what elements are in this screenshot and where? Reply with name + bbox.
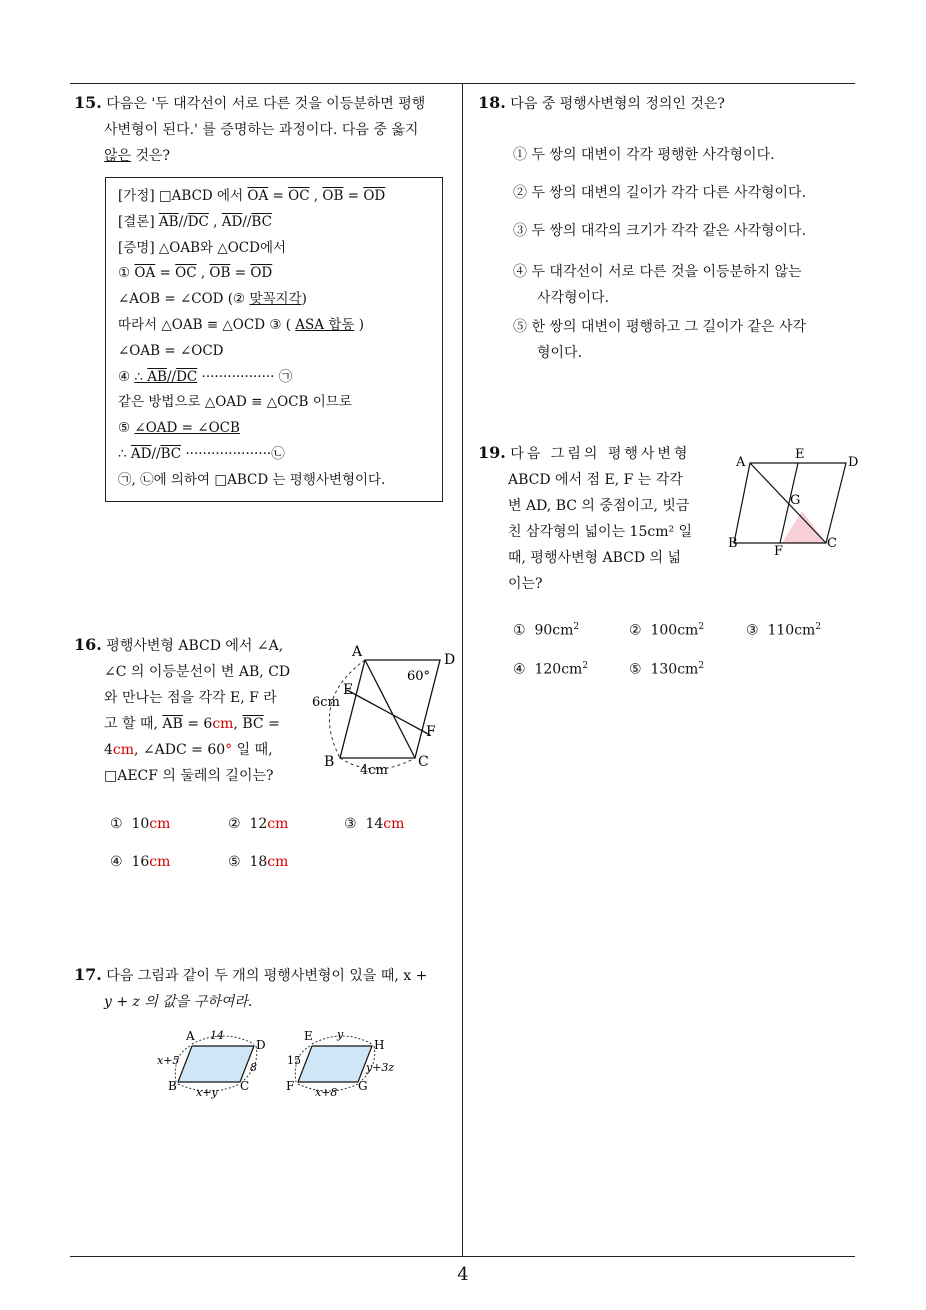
svg-text:A: A	[186, 1029, 195, 1043]
choice-4[interactable]: ④ $120cm^2$	[513, 661, 589, 678]
svg-text:E: E	[795, 447, 805, 462]
emphasis-text: 않은	[104, 148, 132, 164]
question-17: 17. 다음 그림과 같이 두 개의 평행사변형이 있을 때, x + y + z 의 값을 구하여라.	[74, 965, 428, 1010]
question-15: 15. 다음은 '두 대각선이 서로 다른 것을 이등분하면 평행 사변형이 된다.' 를 증명하는 과정이다. 다음 중 옳지 않은 것은?	[74, 90, 459, 169]
svg-text:F: F	[774, 544, 784, 558]
vertex-label: C	[418, 754, 429, 770]
choice-2[interactable]: ② $100cm^2$	[629, 622, 705, 639]
svg-text:B: B	[728, 536, 738, 551]
question-number: 15.	[74, 93, 102, 112]
svg-text:C: C	[240, 1079, 250, 1093]
choice-2[interactable]: ② 12cm	[228, 816, 289, 832]
svg-text:G: G	[358, 1079, 368, 1093]
question-text: 사변형이 된다.' 를 증명하는 과정이다. 다음 중 옳지	[104, 122, 419, 138]
question-number: 18.	[478, 93, 506, 112]
proof-line: ∴ $\overline{AD}//\overline{BC}$ ····················㉡	[118, 445, 285, 462]
parallelogram-figure-q16	[310, 640, 460, 780]
proof-line: [가정] □ABCD 에서 $\overline{OA} = \overline{OC}$ , $\overline{OB} = \overline{OD}$	[118, 188, 386, 204]
choice-5[interactable]: ⑤ $130cm^2$	[629, 661, 705, 678]
choice-4[interactable]: ④ 두 대각선이 서로 다른 것을 이등분하지 않는 사각형이다.	[513, 264, 802, 306]
column-divider	[462, 83, 463, 1257]
svg-text:D: D	[256, 1038, 266, 1052]
choice-1[interactable]: ① 10cm	[110, 816, 171, 832]
svg-text:C: C	[827, 536, 837, 551]
proof-line: [결론] $\overline{AB}//\overline{DC}$ , $\overline{AD}//\overline{BC}$	[118, 213, 272, 230]
svg-text:E: E	[304, 1029, 313, 1043]
vertex-label: B	[324, 754, 335, 770]
question-19: 19. 다음 그림의 평행사변형 ABCD 에서 점 E, F 는 각각 변 AD, BC 의 중점이고, 빗금 친 삼각형의 넓이는 15cm² 일 때, 평행사변형 ABCD 의 넓 이는?	[478, 443, 693, 592]
svg-text:D: D	[848, 455, 859, 470]
proof-line: ㉠, ㉡에 의하여 □ABCD 는 평행사변형이다.	[118, 471, 386, 488]
proof-line: 따라서 △OAB ≡ △OCD ③ ( ASA 합동 )	[118, 316, 364, 333]
angle-label: 60°	[407, 669, 431, 684]
svg-text:14: 14	[210, 1029, 224, 1042]
two-parallelograms-figure	[150, 1026, 410, 1100]
proof-box	[105, 177, 443, 502]
svg-text:y: y	[337, 1028, 344, 1041]
svg-text:x+y: x+y	[196, 1086, 218, 1099]
proof-line: 같은 방법으로 △OAD ≡ △OCB 이므로	[118, 394, 352, 411]
parallelogram-figure-q19	[728, 446, 868, 558]
proof-line: [증명] △OAB와 △OCD에서	[118, 239, 287, 256]
proof-line: ① $\overline{OA} = \overline{OC}$ , $\overline{OB} = \overline{OD}$	[118, 265, 273, 282]
svg-text:y+3z: y+3z	[366, 1061, 395, 1074]
proof-line: ∠OAB = ∠OCD	[118, 342, 224, 359]
question-18: 18. 다음 중 평행사변형의 정의인 것은?	[478, 93, 725, 112]
question-text: 다음은 '두 대각선이 서로 다른 것을 이등분하면 평행	[106, 96, 426, 112]
proof-line: ∠AOB = ∠COD (② 맞꼭지각)	[118, 291, 307, 308]
choice-2[interactable]: ② 두 쌍의 대변의 길이가 각각 다른 사각형이다.	[513, 185, 807, 201]
vertex-label: A	[352, 644, 363, 660]
svg-text:A: A	[736, 455, 746, 470]
choice-5[interactable]: ⑤ 한 쌍의 대변이 평행하고 그 길이가 같은 사각 형이다.	[513, 319, 807, 361]
choice-4[interactable]: ④ 16cm	[110, 854, 171, 870]
svg-text:H: H	[374, 1038, 385, 1052]
svg-text:15: 15	[287, 1054, 301, 1067]
choice-5[interactable]: ⑤ 18cm	[228, 854, 289, 870]
choice-1[interactable]: ① 두 쌍의 대변이 각각 평행한 사각형이다.	[513, 147, 775, 163]
side-label: 4cm	[360, 763, 388, 778]
question-16: 16. 평행사변형 ABCD 에서 ∠A, ∠C 의 이등분선이 변 AB, CD 와 만나는 점을 각각 E, F 라 고 할 때, $\overline{AB} = 6cm$, $\overline{BC}$ = 4cm, ∠ADC = 60° 일 때, □AECF 의 둘레의 길이는?	[74, 635, 291, 784]
choice-3[interactable]: ③ 14cm	[344, 816, 405, 832]
vertex-label: F	[426, 724, 436, 740]
choice-1[interactable]: ① $90cm^2$	[513, 622, 580, 639]
vertex-label: D	[444, 652, 456, 668]
vertex-label: E	[343, 682, 354, 698]
svg-text:G: G	[790, 493, 801, 508]
page-number: 4	[457, 1264, 469, 1285]
svg-text:8: 8	[250, 1061, 257, 1074]
choice-3[interactable]: ③ $110cm^2$	[746, 622, 822, 639]
choice-3[interactable]: ③ 두 쌍의 대각의 크기가 각각 같은 사각형이다.	[513, 223, 807, 239]
proof-line: ④ ∴ AB//DC ················· ㉠	[118, 368, 293, 385]
question-number: 17.	[74, 965, 102, 984]
bottom-rule	[70, 1256, 855, 1257]
proof-line: ⑤ ∠OAD = ∠OCB	[118, 420, 240, 437]
svg-text:x+8: x+8	[315, 1086, 338, 1099]
question-number: 19.	[478, 443, 506, 462]
side-label: 6cm	[312, 695, 340, 710]
svg-text:B: B	[168, 1079, 177, 1093]
question-number: 16.	[74, 635, 102, 654]
svg-text:F: F	[286, 1079, 295, 1093]
svg-text:x+5: x+5	[157, 1054, 180, 1067]
